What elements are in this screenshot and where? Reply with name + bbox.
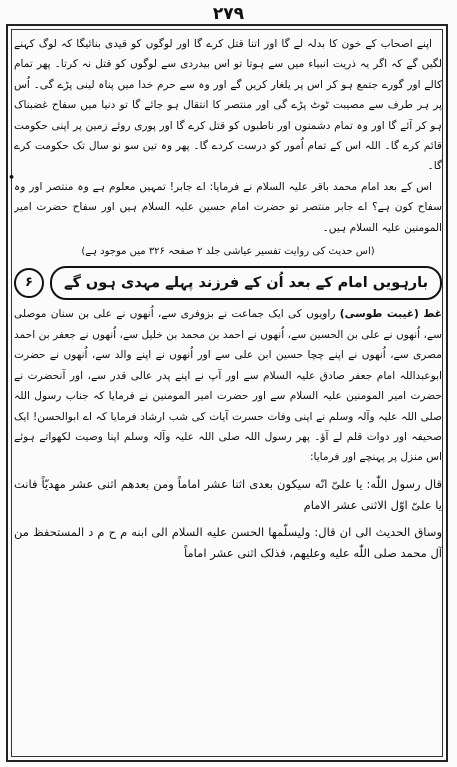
- closing-line: وساق الحدیث الی ان قال: ولیسلّمها الحسن علیه السلام الی ابنه م ح م د المستحفظ من آل محمد صلی اللّٰه علیه وعلیهم، فذلک اثنی عشر اماماً: [14, 524, 442, 560]
- page-number: ۲۷۹: [212, 4, 245, 24]
- reference-note: (اس حدیث کی روایت تفسیر عیاشی جلد ۲ صفحہ ۳۲۶ میں موجود ہے): [81, 246, 375, 258]
- section-number: ۶: [14, 268, 44, 298]
- margin-mark: •: [8, 171, 16, 184]
- page-content: [14, 34, 442, 756]
- arabic-quote: قال رسول اللّٰه: یا علیّ انّه سیکون بعدی اثنا عشر اماماً ومن بعدهم اثنی عشر مهدیّاً فانت یا علیّ اوّل الاثنی عشر الامام: [14, 476, 442, 512]
- paragraph-2: اس کے بعد امام محمد باقر علیہ السلام نے فرمایا: اے جابر! تمہیں معلوم ہے وہ منتصر اور وہ سفاح کون ہے؟ اے جابر منتصر تو حضرت امام حسین علیہ السلام ہیں اور سفاح حضرت امیر المومنین علیہ السلام ہیں۔: [14, 180, 442, 234]
- section-heading-row: [14, 266, 442, 300]
- paragraph-3: [14, 304, 442, 467]
- narration-text: راویوں کی ایک جماعت نے بزوفری سے، اُنھوں نے علی بن سنان موصلی سے، اُنھوں نے علی بن الحسین سے، اُنھوں نے احمد بن محمد بن خلیل سے، اُنھوں نے جعفر بن احمد مصری سے، اُنھوں نے اپنے چچا حسین ابن علی سے اور اُنھوں نے اپنے والد سے، اُنھوں نے حضرت ابوعبداللہ امام جعفر صادق علیہ السلام سے اور آپ نے اپنے پدر عالی قدر سے، اور آنحضرت نے حضرت امیر المومنین علیہ السلام سے اور حضرت امیر المومنین نے فرمایا کہ جناب رسول اللہ صلی اللہ علیہ وآلہ وسلم نے اپنی وفات حسرت آیات کی شب ارشاد فرمایا کہ اے ابوالحسن! ایک صحیفہ اور دوات قلم لے آؤ۔ پھر رسول اللہ صلی اللہ علیہ وآلہ وسلم اپنا وصیت لکھواتے ہوئے اس منزل پر پہنچے اور فرمایا:: [14, 308, 442, 464]
- source-label: غط (غیبت طوسی): [339, 308, 442, 321]
- paragraph-1: اپنے اصحاب کے خون کا بدلہ لے گا اور اتنا قتل کرے گا اور لوگوں کو قیدی بنائیگا کہ لوگ کہنے لگیں گے کہ اگر یہ ذریت انبیاء میں سے ہوتا تو اس بیدردی سے لوگوں کو قتل نہ کرتا۔ پھر تمام کالے اور گورے جتمع ہو کر اس پر یلغار کریں گے اور وہ سے حرم خدا میں پناہ لینی پڑے گی۔ اُس پر ہر طرف سے مصیبت ٹوٹ پڑے گی اور منتصر کا انتقال ہو جائے گا تو دنیا میں سفاح غضبناک ہو کر آئے گا اور وہ تمام دشمنوں اور ناطبوں کو قتل کرے گا اور پوری روئے زمین پر اپنی حکومت قائم کرے گا۔ اللہ اس کے تمام اُمور کو درست کردے گا۔ پھر وہ تین سو نو سال تک حکومت کرے گا۔: [14, 38, 442, 173]
- section-heading: بارہویں امام کے بعد اُن کے فرزند پہلے مہدی ہوں گے: [50, 266, 442, 300]
